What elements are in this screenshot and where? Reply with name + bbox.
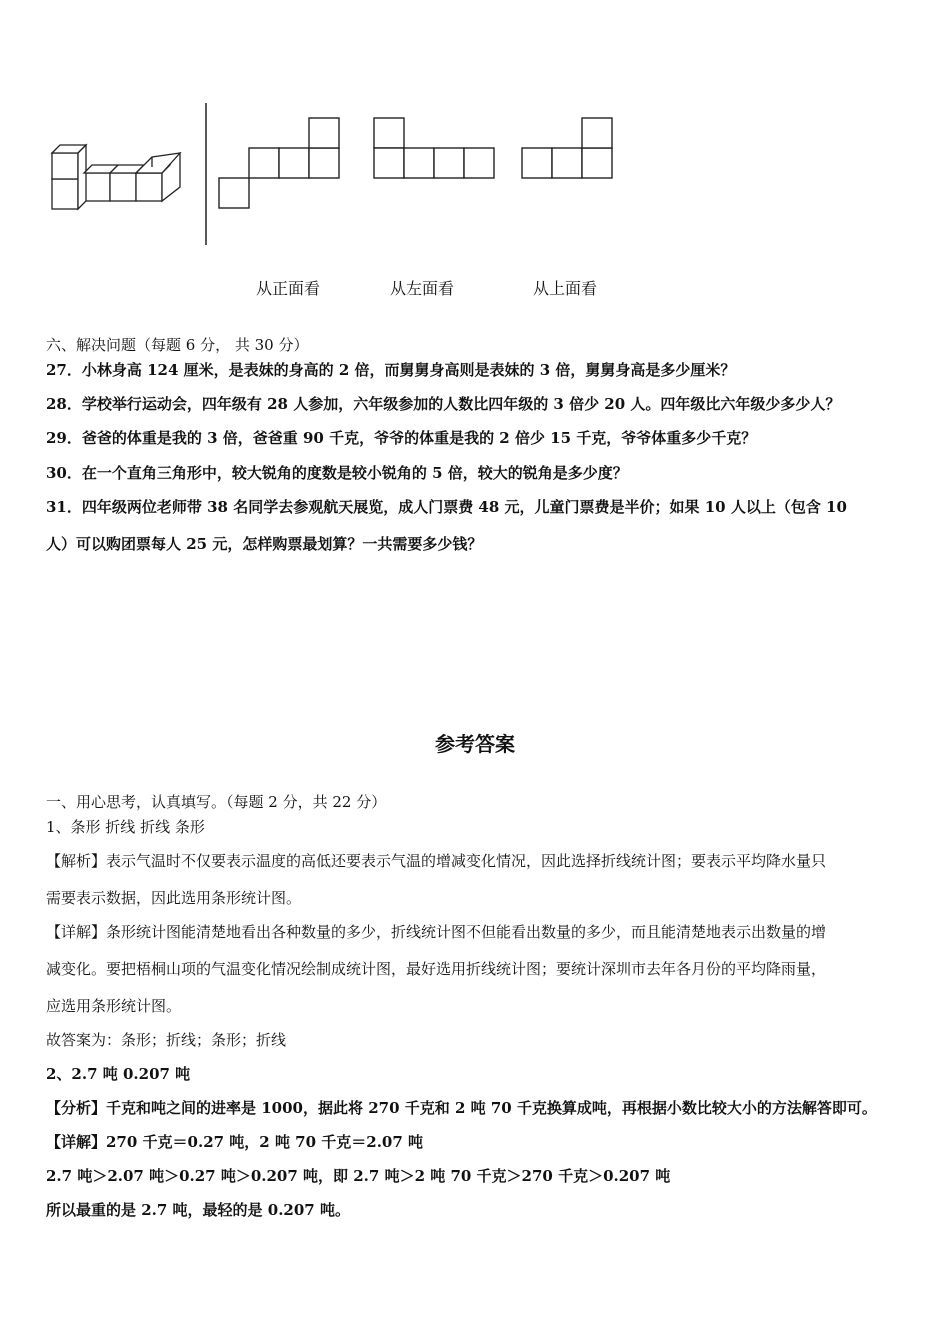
answer-1-detail-line3: 应选用条形统计图。 [46, 997, 182, 1015]
answer-1-analysis-line1: 【解析】表示气温时不仅要表示温度的高低还要表示气温的增减变化情况，因此选择折线统计图；要表示平均降水量只 [46, 852, 827, 870]
question-29: 29．爸爸的体重是我的 3 倍，爸爸重 90 千克，爷爷的体重是我的 2 倍少 15 千克，爷爷体重多少千克？ [46, 429, 757, 447]
answers-title: 参考答案 [435, 732, 515, 756]
question-31-line1: 31．四年级两位老师带 38 名同学去参观航天展览，成人门票费 48 元，儿童门票费是半价；如果 10 人以上（包含 10 [46, 498, 847, 516]
question-31-line2: 人）可以购团票每人 25 元，怎样购票最划算？一共需要多少钱？ [46, 535, 483, 553]
question-30: 30．在一个直角三角形中，较大锐角的度数是较小锐角的 5 倍，较大的锐角是多少度？ [46, 464, 628, 482]
front-view-drawing [219, 118, 339, 208]
answer-1-analysis-line2: 需要表示数据，因此选用条形统计图。 [46, 889, 302, 907]
answer-2-detail-line1: 【详解】270 千克＝0.27 吨，2 吨 70 千克＝2.07 吨 [46, 1133, 424, 1151]
answer-1-detail-line1: 【详解】条形统计图能清楚地看出各种数量的多少，折线统计图不但能看出数量的多少，而且能清楚地表示出数量的增 [46, 923, 827, 941]
cube-solid-drawing [52, 145, 180, 209]
views-figure [40, 95, 640, 255]
answer-2-analysis: 【分析】千克和吨之间的进率是 1000，据此将 270 千克和 2 吨 70 千克换算成吨，再根据小数比较大小的方法解答即可。 [46, 1099, 877, 1117]
answer-1-detail-line2: 减变化。要把梧桐山项的气温变化情况绘制成统计图，最好选用折线统计图；要统计深圳市去年各月份的平均降雨量， [46, 960, 827, 978]
left-view-drawing [374, 118, 494, 178]
top-view-label: 从上面看 [533, 279, 598, 298]
question-27: 27．小林身高 124 厘米，是表妹的身高的 2 倍，而舅舅身高则是表妹的 3 倍，舅舅身高是多少厘米？ [46, 361, 736, 379]
front-view-label: 从正面看 [256, 279, 321, 298]
answer-2-detail-line3: 所以最重的是 2.7 吨，最轻的是 0.207 吨。 [46, 1201, 350, 1219]
answer-1: 1、条形 折线 折线 条形 [46, 818, 205, 836]
answer-2-detail-line2: 2.7 吨＞2.07 吨＞0.27 吨＞0.207 吨，即 2.7 吨＞2 吨 70 千克＞270 千克＞0.207 吨 [46, 1167, 671, 1185]
section6-heading: 六、解决问题（每题 6 分， 共 30 分） [46, 336, 309, 354]
top-view-drawing [522, 118, 612, 178]
answer-1-final: 故答案为：条形；折线；条形；折线 [46, 1031, 287, 1049]
answer-2: 2、2.7 吨 0.207 吨 [46, 1065, 191, 1083]
left-view-label: 从左面看 [390, 279, 455, 298]
question-28: 28．学校举行运动会，四年级有 28 人参加，六年级参加的人数比四年级的 3 倍少 20 人。四年级比六年级少多少人？ [46, 395, 841, 413]
answers-section1-heading: 一、用心思考，认真填写。（每题 2 分，共 22 分） [46, 793, 387, 811]
